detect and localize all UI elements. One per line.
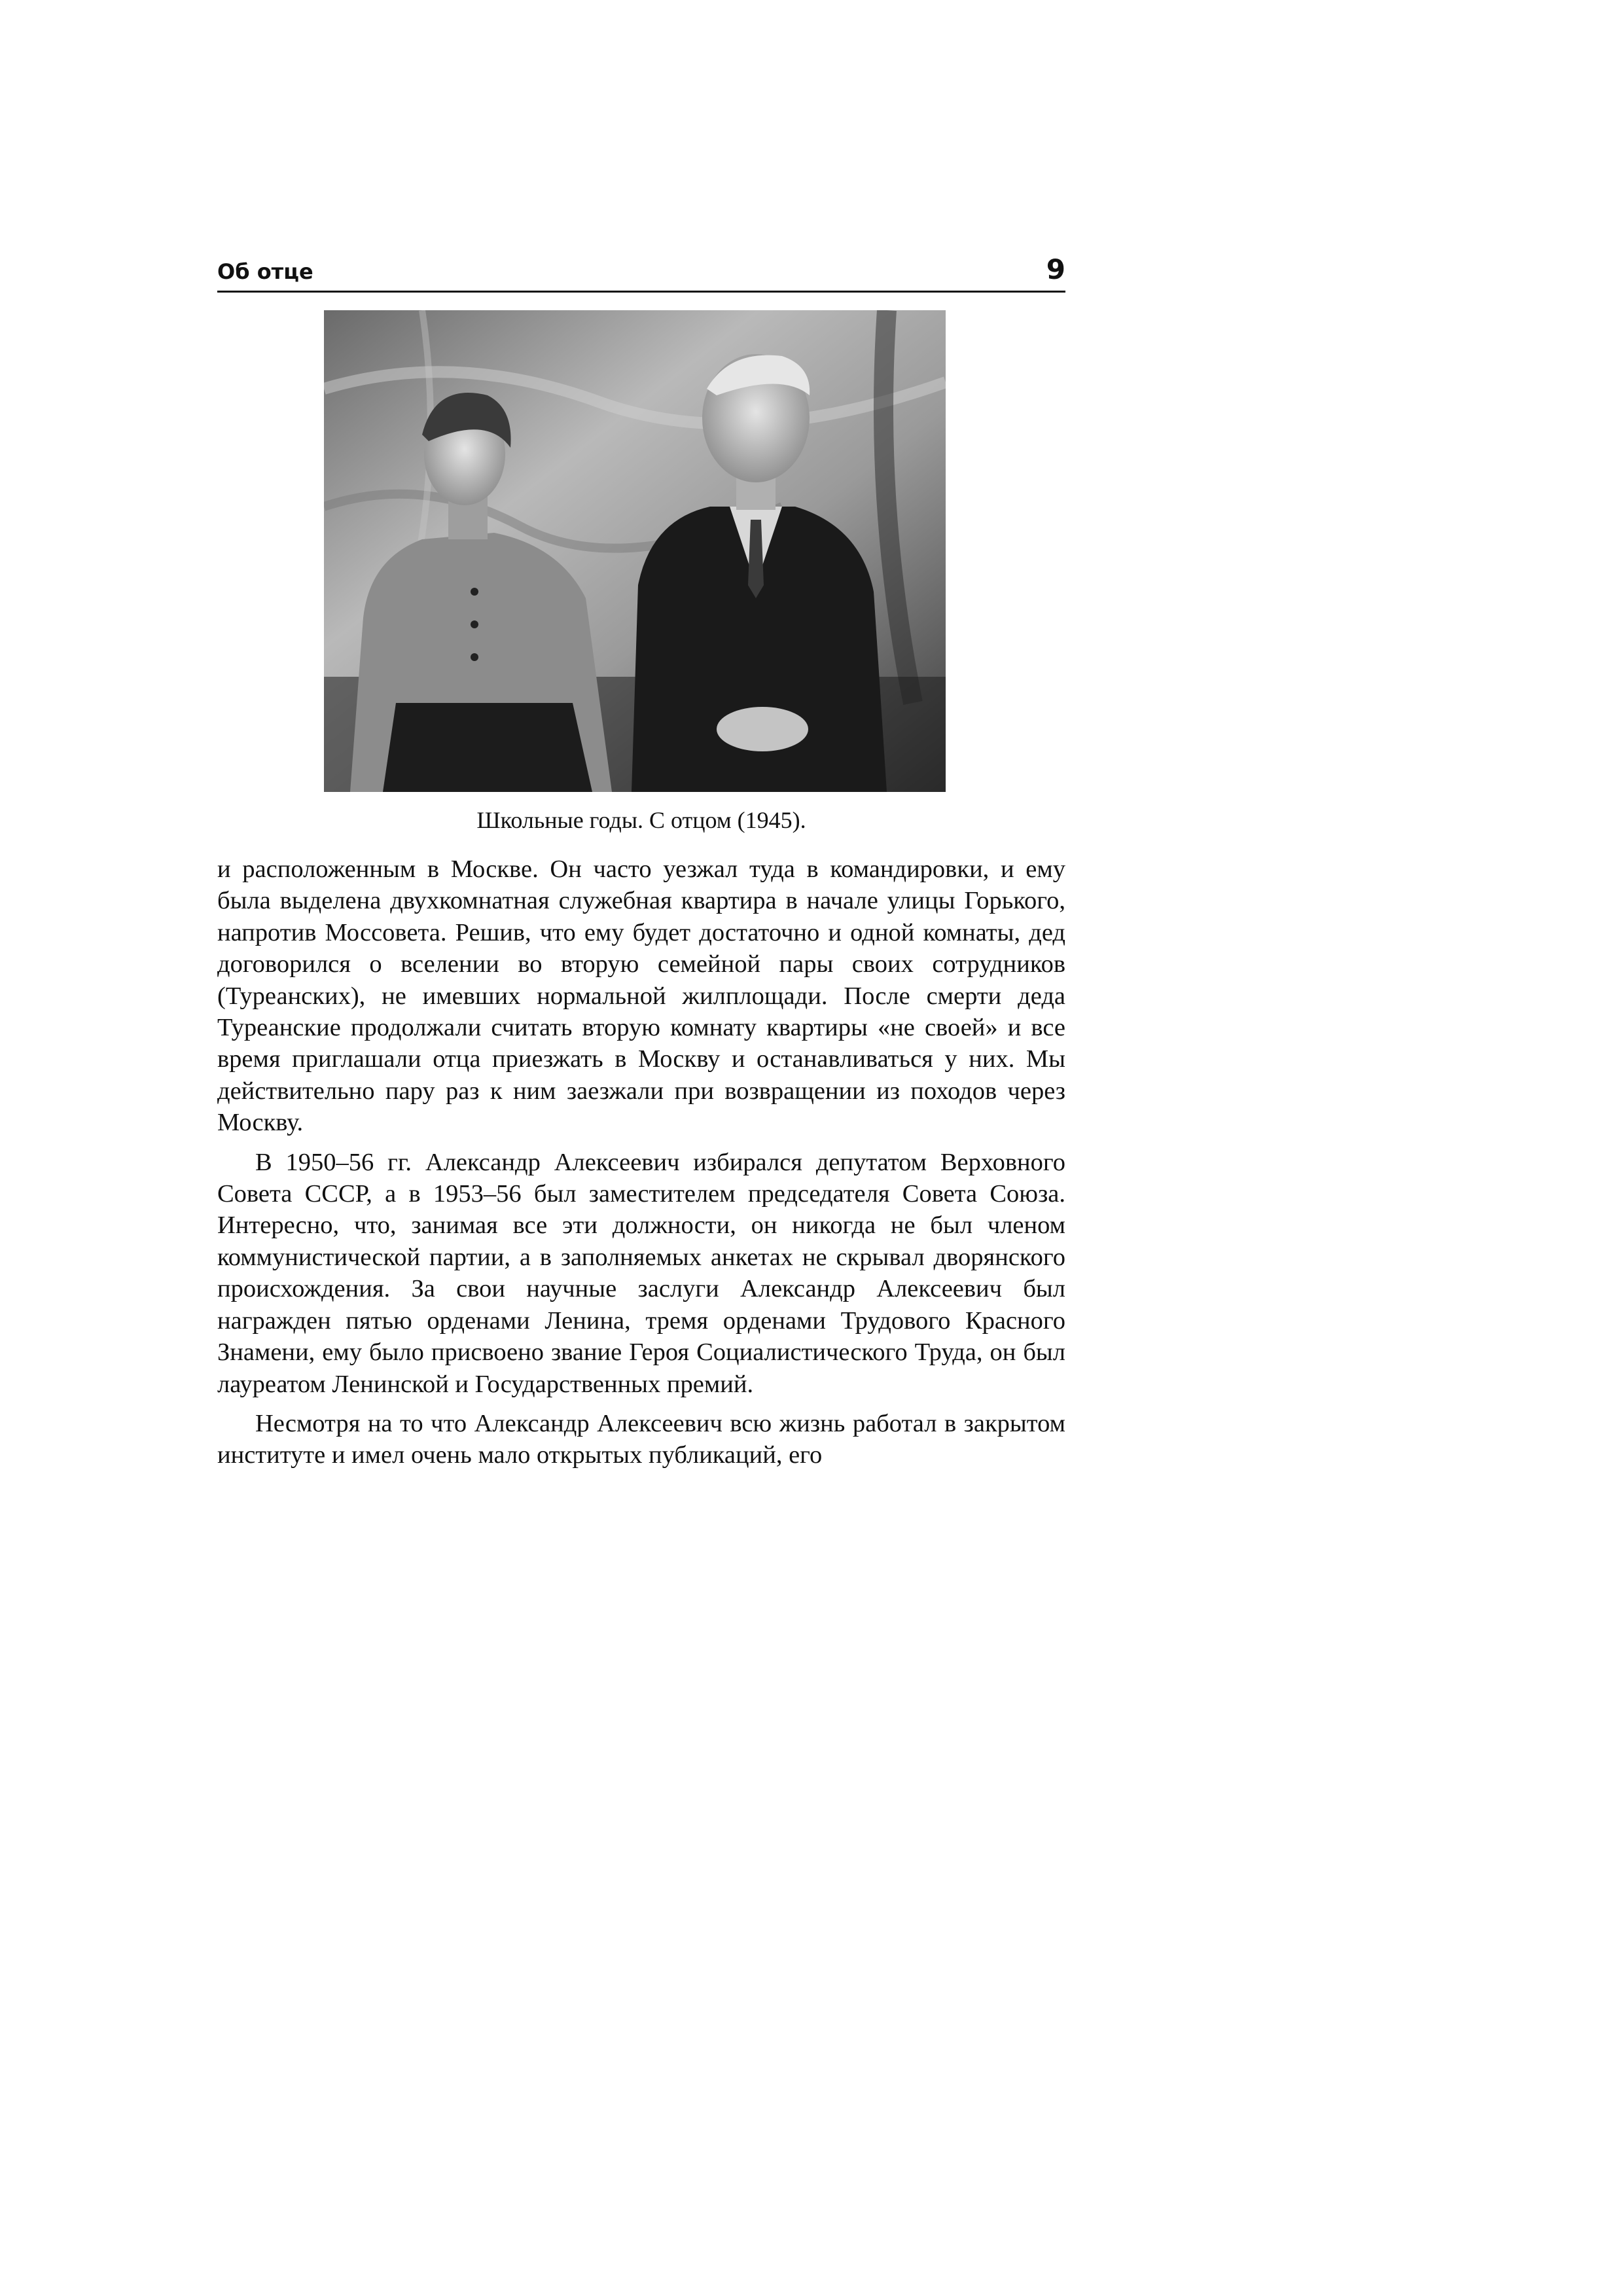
paragraph: Несмотря на то что Александр Алексеевич всю жизнь работал в закрытом институте и имел очень мало открытых публикаций, его [217, 1409, 1065, 1469]
paragraph: и расположенным в Москве. Он часто уезжал туда в командировки, и ему была выделена двухкомнатная служебная квартира в начале улицы Горького, напротив Моссовета. Решив, что ему будет достаточно и одной комнаты, дед договорился о вселении во вторую семейной пары своих сотрудников (Туреанских), не имевших нормальной жилплощади. После смерти деда Туреанские продолжали считать вторую комнату квартиры «не своей» и все время приглашали отца приезжать в Москву и останавливаться у них. Мы действительно пару раз к ним заезжали при возвращении из походов через Москву. [217, 855, 1065, 1137]
page-number: 9 [1046, 253, 1065, 285]
running-head-section-title: Об отце [217, 259, 313, 284]
photo-caption: Школьные годы. С отцом (1945). [476, 807, 806, 833]
photo-image [324, 310, 946, 792]
running-head [217, 254, 1065, 293]
body-text [217, 853, 1065, 1479]
paragraph: В 1950–56 гг. Александр Алексеевич избирался депутатом Верховного Совета СССР, а в 1953–56 был заместителем председателя Совета Союза. Интересно, что, занимая все эти должности, он никогда не был членом коммунистической партии, а в заполняемых анкетах не скрывал дворянского происхождения. За свои научные заслуги Александр Алексеевич был награжден пятью орденами Ленина, тремя орденами Трудового Красного Знамени, ему было присвоено звание Героя Социалистического Труда, он был лауреатом Ленинской и Государственных премий. [217, 1148, 1065, 1398]
photo-figure [324, 310, 946, 792]
